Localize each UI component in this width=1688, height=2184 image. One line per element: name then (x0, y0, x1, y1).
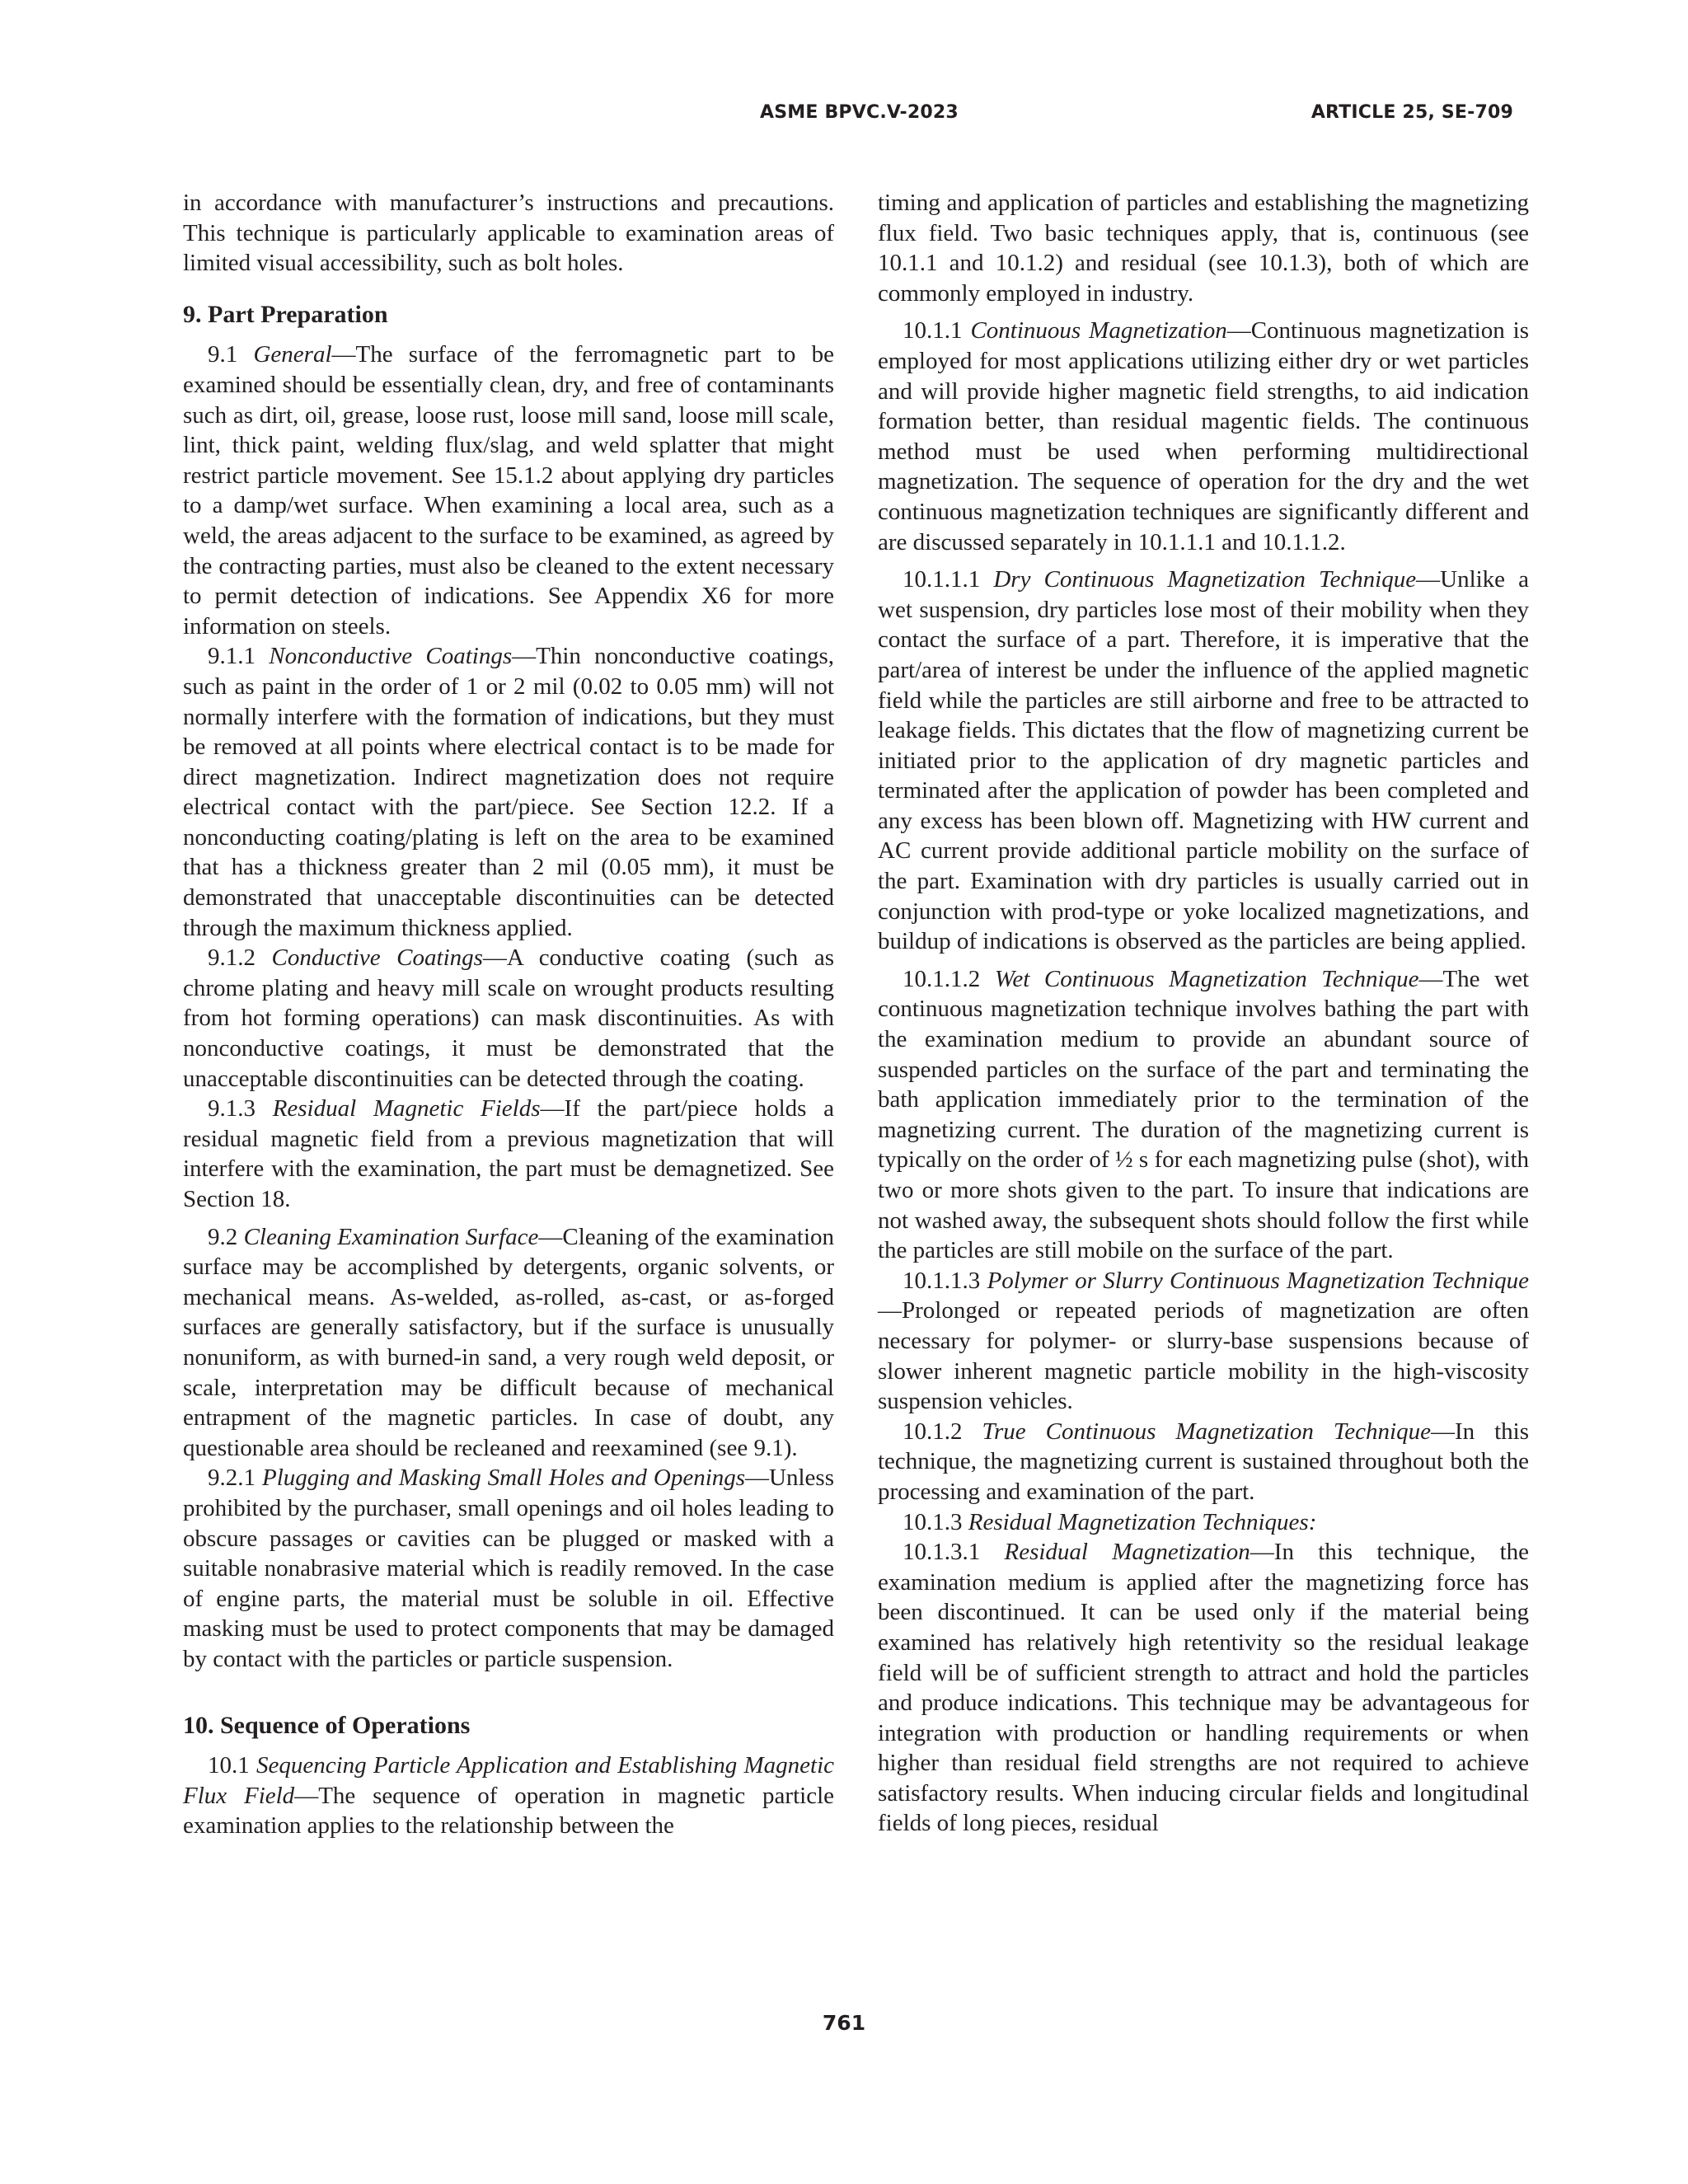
clause-number: 9.2.1 (208, 1465, 256, 1492)
clause-text: —Cleaning of the examination surface may be accomplished by detergents, organic solvents, or mechanical means. As-welded, as-rolled, as-cast, or as-forged surfaces are generally satisfactory, but if the surface is unusually nonuniform, as with burned-in sand, a very rough weld deposit, or scale, interpretation may be difficult because of mechanical entrapment of the magnetic particles. In case of doubt, any questionable area should be recleaned and reexamined (see (183, 1223, 834, 1461)
clause-title: Polymer or Slurry Continuous Magnetization Technique (987, 1267, 1530, 1294)
paragraph-9-2 (183, 1222, 834, 1464)
clause-title: Conductive Coatings (271, 944, 483, 972)
clause-number: 10.1.1.2 (903, 965, 981, 992)
cross-reference-link[interactable]: 10.1.3 (1258, 250, 1319, 277)
clause-title: Residual Magnetization (1004, 1539, 1250, 1566)
running-header-standard: ASME BPVC.V-2023 (760, 102, 959, 123)
cross-reference-link[interactable]: 9.1 (753, 1434, 784, 1461)
paragraph-9-1 (183, 340, 834, 641)
clause-text: —If the part/piece holds a residual magnetic field from a previous magnetization that will interfere with the examination, the part must be demagnetized. See Section (183, 1095, 835, 1212)
clause-number: 10.1.3.1 (903, 1539, 981, 1566)
clause-text: for more information on steels. (183, 583, 835, 640)
paragraph-10-1-1-2 (878, 964, 1529, 1266)
clause-number: 9.1 (208, 341, 238, 368)
clause-title: True Continuous Magnetization Technique (982, 1418, 1431, 1445)
clause-number: 10.1 (208, 1752, 250, 1779)
right-column (878, 188, 1529, 1839)
clause-number: 10.1.1.3 (903, 1267, 981, 1294)
clause-text: and (937, 250, 996, 277)
cross-reference-link[interactable]: 18 (260, 1186, 285, 1212)
paragraph-9-1-3 (183, 1094, 834, 1214)
cross-reference-link[interactable]: 12.2 (728, 794, 771, 821)
clause-number: 9.1.3 (208, 1095, 256, 1122)
clause-text: ), both of which are commonly employed in industry. (878, 250, 1529, 307)
cross-reference-link[interactable]: 10.1.2 (995, 250, 1056, 277)
clause-text: —In this technique, the examination medium is applied after the magnetizing force has been discontinued. It can be used only if the material being examined has relatively high retentivity so the residual leakage field will be of sufficient strength to attract and hold the particles and produce indications. This technique may be advantageous for integration with production or handling requirements or when higher than residual field strengths are not required to achieve satisfactory results. When inducing circular fields and longitudinal fields of long pieces, residual (878, 1539, 1529, 1837)
clause-text: ). (783, 1434, 798, 1461)
clause-text: ) and residual (see (1055, 250, 1259, 277)
clause-title: Wet Continuous Magnetization Technique (994, 965, 1419, 992)
clause-text: . (1339, 528, 1346, 555)
running-header-article: ARTICLE 25, SE-709 (1311, 102, 1513, 123)
clause-text: —Prolonged or repeated periods of magnetization are often necessary for polymer- or slurry-base suspensions because of slower inherent magnetic particle mobility in the high-viscosity suspension vehicles. (878, 1297, 1529, 1415)
paragraph-continuation: in accordance with manufacturer’s instructions and precautions. This technique is particularly applicable to examination areas of limited visual accessibility, such as bolt holes. (183, 190, 834, 277)
clause-text: timing and application of particles and establishing the magnetizing flux field. Two basic techniques apply, that is, continuous (see (878, 190, 1529, 246)
clause-title: Residual Magnetization Techniques: (968, 1508, 1317, 1535)
paragraph-10-1-2 (878, 1417, 1529, 1507)
clause-title: Continuous Magnetization (970, 317, 1227, 344)
paragraph-9-1-1 (183, 641, 834, 943)
paragraph-10-1-1-1 (878, 565, 1529, 957)
clause-text: —Continuous magnetization is employed for most applications utilizing either dry or wet particles and will provide higher magnetic field strengths, to aid indication formation better, than residual magentic fields. The continuous method must be used when performing multidirectional magnetization. The sequence of operation for the dry and the wet continuous magnetization techniques are significantly different and are discussed separately in (878, 317, 1529, 555)
clause-number: 9.1.2 (208, 944, 256, 972)
paragraph-10-1-1-3 (878, 1266, 1529, 1417)
clause-title: Dry Continuous Magnetization Technique (993, 566, 1417, 593)
clause-text: —Unlike a wet suspension, dry particles lose most of their mobility when they contact the surface of a part. Therefore, it is imperative that the part/area of interest be under the influence of the applied magnetic field while the particles are still airborne and free to be attracted to leakage fields. This dictates that the flow of magnetizing current be initiated prior to the application of dry magnetic particles and terminated after the application of powder has been completed and any excess has been blown off. Magnetizing with HW current and AC current provide additional particle mobility on the surface of the part. Examination with dry particles is usually carried out in conjunction with prod-type or yoke localized magnetizations, and buildup of indications is observed as the particles are being applied. (878, 566, 1530, 955)
clause-title: Nonconductive Coatings (269, 643, 513, 670)
cross-reference-link[interactable]: Appendix X6 (594, 583, 731, 610)
section-heading-sequence-of-operations: 10. Sequence of Operations (183, 1711, 471, 1739)
clause-text: —The surface of the ferromagnetic part to be examined should be essentially clean, dry, and free of contaminants such as dirt, oil, grease, loose rust, loose mill sand, loose mill scale, lint, thick paint, welding flux/slag, and weld splatter that might restrict particle movement. See (183, 341, 835, 489)
clause-number: 9.1.1 (208, 643, 256, 670)
clause-title: Residual Magnetic Fields (272, 1095, 541, 1122)
clause-text: about applying dry particles to a damp/wet surface. When examining a local area, such as a weld, the areas adjacent to the surface to be examined, as agreed by the contracting parties, must also be cleaned to the extent necessary to permit detection of indications. See (183, 462, 834, 610)
left-column (183, 188, 834, 1841)
page-number: 761 (822, 2011, 866, 2035)
clause-number: 10.1.3 (903, 1508, 963, 1535)
cross-reference-link[interactable]: 15.1.2 (493, 462, 554, 489)
clause-title: Cleaning Examination Surface (243, 1223, 539, 1250)
paragraph-10-1-3 (878, 1507, 1529, 1538)
clause-number: 10.1.1.1 (903, 566, 981, 593)
paragraph-10-1-3-1 (878, 1537, 1529, 1839)
clause-text: . If a nonconducting coating/plating is left on the area to be examined that has a thickness greater than 2 mil (0.05 mm), it must be demonstrated that unacceptable discontinuities can be detected through the maximum thickness applied. (183, 794, 835, 941)
cross-reference-link[interactable]: 10.1.1.1 and 10.1.1.2 (1137, 528, 1340, 555)
clause-text: —Unless prohibited by the purchaser, small openings and oil holes leading to obscure passages or cavities can be plugged or masked with a suitable nonabrasive material which is readily removed. In the case of engine parts, the material must be soluble in oil. Effective masking must be used to protect components that may be damaged by contact with the particles or particle suspension. (183, 1465, 834, 1672)
clause-number: 10.1.2 (903, 1418, 963, 1445)
paragraph-9-2-1 (183, 1463, 834, 1674)
clause-title: General (253, 341, 332, 368)
clause-text: —The wet continuous magnetization technique involves bathing the part with the examination medium to provide an abundant source of suspended particles on the surface of the part and terminating the bath application immediately prior to the termination of the magnetizing current. The duration of the magnetizing current is typically on the order of ½ s for each magnetizing pulse (shot), with two or more shots given to the part. To insure that indications are not washed away, the subsequent shots should follow the first while the particles are still mobile on the surface of the part. (878, 965, 1529, 1264)
paragraph-10-1 (183, 1750, 834, 1841)
clause-text: —Thin nonconductive coatings, such as paint in the order of 1 or 2 mil (0.02 to 0.05 mm) will not normally interfere with the formation of indications, but they must be removed at all points where electrical contact is to be made for direct magnetization. Indirect magnetization does not require electrical contact with the part/piece. See Section (183, 643, 835, 821)
paragraph-9-1-2 (183, 943, 834, 1094)
cross-reference-link[interactable]: 10.1.1 (878, 250, 938, 277)
clause-title: Plugging and Masking Small Holes and Openings (262, 1465, 746, 1492)
clause-text: —The sequence of operation in magnetic particle examination applies to the relationship between the (183, 1782, 834, 1840)
clause-text: . (284, 1186, 291, 1212)
clause-number: 9.2 (208, 1223, 238, 1250)
clause-text: —In this technique, the magnetizing current is sustained throughout both the processing and examination of the part. (878, 1418, 1530, 1505)
clause-text: —A conductive coating (such as chrome plating and heavy mill scale on wrought products resulting from hot forming operations) can mask discontinuities. As with nonconductive coatings, it must be demonstrated that the unacceptable discontinuities can be detected through the coating. (183, 944, 834, 1092)
paragraph-10-1-1 (878, 316, 1529, 557)
section-heading-part-preparation: 9. Part Preparation (183, 300, 388, 328)
paragraph-continuation (878, 188, 1529, 308)
clause-number: 10.1.1 (903, 317, 963, 344)
clause-title: Sequencing Particle Application and Establishing Magnetic Flux Field (183, 1752, 835, 1809)
